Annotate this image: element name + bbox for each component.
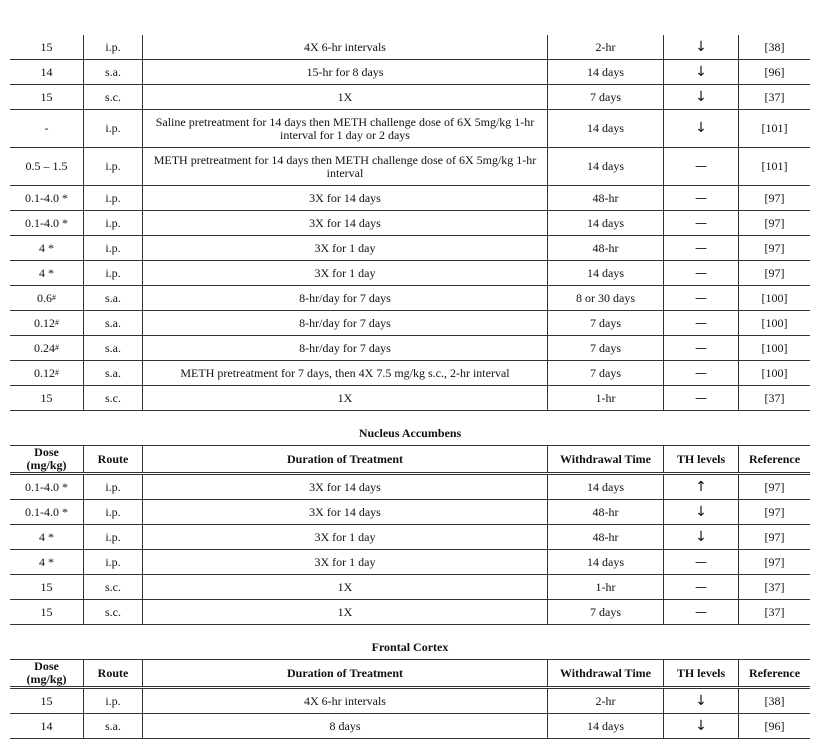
th-level-cell: —: [663, 311, 738, 335]
withdrawal-cell: 14 days: [547, 475, 663, 499]
header-dose: Dose (mg/kg): [26, 659, 67, 686]
table-row: [10, 575, 810, 600]
route-cell: s.a.: [83, 286, 142, 310]
reference-cell: [97]: [738, 475, 810, 499]
reference-cell: [37]: [738, 575, 810, 599]
withdrawal-cell: 48-hr: [547, 500, 663, 524]
route-cell: i.p.: [83, 525, 142, 549]
header-th-levels: TH levels: [663, 660, 738, 686]
frontal-cortex-table: [10, 659, 810, 739]
route-cell: i.p.: [83, 236, 142, 260]
duration-cell: 4X 6-hr intervals: [142, 35, 547, 59]
dose-cell: 4 *: [39, 240, 54, 255]
reference-cell: [96]: [738, 60, 810, 84]
route-cell: s.c.: [83, 386, 142, 410]
reference-cell: [37]: [738, 600, 810, 624]
reference-cell: [97]: [738, 500, 810, 524]
table-row: [10, 85, 810, 110]
dose-cell: 14: [40, 64, 53, 79]
table-row: [10, 525, 810, 550]
table-row: [10, 550, 810, 575]
dose-cell: 0.1-4.0 *: [25, 504, 68, 519]
table-row: [10, 500, 810, 525]
table-row: [10, 386, 810, 411]
top-table: [10, 35, 810, 411]
dose-cell: 0.1-4.0 *: [25, 215, 68, 230]
duration-cell: 3X for 14 days: [142, 500, 547, 524]
table-row: [10, 361, 810, 386]
withdrawal-cell: 14 days: [547, 261, 663, 285]
route-cell: s.c.: [83, 600, 142, 624]
withdrawal-cell: 48-hr: [547, 525, 663, 549]
route-cell: i.p.: [83, 475, 142, 499]
th-level-cell: ↓: [663, 35, 738, 59]
reference-cell: [97]: [738, 525, 810, 549]
th-level-cell: ↓: [663, 110, 738, 147]
reference-cell: [101]: [738, 110, 810, 147]
dose-cell: -: [44, 121, 49, 135]
dose-cell: 4 *: [39, 554, 54, 569]
duration-cell: 8-hr/day for 7 days: [142, 286, 547, 310]
route-cell: s.c.: [83, 85, 142, 109]
table-row: [10, 35, 810, 60]
duration-cell: 3X for 1 day: [142, 550, 547, 574]
dose-cell: 0.12 #: [34, 365, 59, 380]
dose-cell: 0.24 #: [34, 340, 59, 355]
duration-cell: 8-hr/day for 7 days: [142, 311, 547, 335]
reference-cell: [37]: [738, 386, 810, 410]
duration-cell: 8-hr/day for 7 days: [142, 336, 547, 360]
dose-cell: 0.12 #: [34, 315, 59, 330]
route-cell: i.p.: [83, 500, 142, 524]
reference-cell: [97]: [738, 211, 810, 235]
route-cell: i.p.: [83, 35, 142, 59]
table-row: [10, 475, 810, 500]
th-level-cell: —: [663, 386, 738, 410]
withdrawal-cell: 14 days: [547, 550, 663, 574]
table-row: [10, 311, 810, 336]
table-row: [10, 186, 810, 211]
table-row: [10, 60, 810, 85]
duration-cell: 15-hr for 8 days: [142, 60, 547, 84]
duration-cell: 8 days: [142, 714, 547, 738]
table-row: [10, 336, 810, 361]
duration-cell: Saline pretreatment for 14 days then METH challenge dose of 6X 5mg/kg 1-hr interval for 1 day or 2 days: [142, 110, 547, 147]
th-level-cell: ↓: [663, 525, 738, 549]
header-withdrawal: Withdrawal Time: [547, 660, 663, 686]
reference-cell: [101]: [738, 148, 810, 185]
header-route: Route: [83, 446, 142, 472]
duration-cell: METH pretreatment for 14 days then METH challenge dose of 6X 5mg/kg 1-hr interval: [142, 148, 547, 185]
header-duration: Duration of Treatment: [142, 446, 547, 472]
table-row: [10, 689, 810, 714]
reference-cell: [97]: [738, 261, 810, 285]
withdrawal-cell: 14 days: [547, 110, 663, 147]
table-row: [10, 714, 810, 739]
withdrawal-cell: 2-hr: [547, 35, 663, 59]
dose-cell: 14: [40, 718, 53, 733]
route-cell: s.a.: [83, 361, 142, 385]
withdrawal-cell: 2-hr: [547, 689, 663, 713]
th-level-cell: —: [663, 186, 738, 210]
th-level-cell: ↓: [663, 689, 738, 713]
withdrawal-cell: 7 days: [547, 336, 663, 360]
dose-cell: 4 *: [39, 529, 54, 544]
duration-cell: 1X: [142, 575, 547, 599]
th-level-cell: —: [663, 575, 738, 599]
withdrawal-cell: 7 days: [547, 600, 663, 624]
table-row: [10, 261, 810, 286]
dose-cell: 15: [40, 579, 53, 594]
withdrawal-cell: 48-hr: [547, 236, 663, 260]
th-level-cell: ↓: [663, 85, 738, 109]
nucleus-accumbens-table: [10, 445, 810, 625]
duration-cell: 3X for 1 day: [142, 261, 547, 285]
th-level-cell: —: [663, 600, 738, 624]
withdrawal-cell: 7 days: [547, 311, 663, 335]
dose-cell: 0.1-4.0 *: [25, 479, 68, 494]
route-cell: s.a.: [83, 336, 142, 360]
reference-cell: [100]: [738, 286, 810, 310]
dose-cell: 15: [40, 693, 53, 708]
route-cell: s.a.: [83, 714, 142, 738]
duration-cell: 1X: [142, 386, 547, 410]
table-row: [10, 236, 810, 261]
header-reference: Reference: [738, 446, 810, 472]
header-duration: Duration of Treatment: [142, 660, 547, 686]
table-row: [10, 148, 810, 186]
th-level-cell: ↑: [663, 475, 738, 499]
reference-cell: [37]: [738, 85, 810, 109]
route-cell: i.p.: [83, 148, 142, 185]
route-cell: s.c.: [83, 575, 142, 599]
duration-cell: 1X: [142, 600, 547, 624]
header-reference: Reference: [738, 660, 810, 686]
dose-cell: 0.6 #: [37, 290, 56, 305]
th-level-cell: —: [663, 236, 738, 260]
route-cell: i.p.: [83, 550, 142, 574]
header-th-levels: TH levels: [663, 446, 738, 472]
reference-cell: [100]: [738, 311, 810, 335]
table-row: [10, 110, 810, 148]
route-cell: i.p.: [83, 689, 142, 713]
reference-cell: [100]: [738, 361, 810, 385]
route-cell: s.a.: [83, 311, 142, 335]
duration-cell: 3X for 14 days: [142, 211, 547, 235]
th-level-cell: ↓: [663, 714, 738, 738]
dose-cell: 0.1-4.0 *: [25, 190, 68, 205]
duration-cell: 1X: [142, 85, 547, 109]
reference-cell: [38]: [738, 35, 810, 59]
header-withdrawal: Withdrawal Time: [547, 446, 663, 472]
duration-cell: 4X 6-hr intervals: [142, 689, 547, 713]
frontal-cortex-title: Frontal Cortex: [371, 640, 449, 654]
duration-cell: METH pretreatment for 7 days, then 4X 7.5 mg/kg s.c., 2-hr interval: [142, 361, 547, 385]
duration-cell: 3X for 1 day: [142, 236, 547, 260]
withdrawal-cell: 14 days: [547, 60, 663, 84]
dose-cell: 15: [40, 604, 53, 619]
table-header-row: [10, 659, 810, 689]
reference-cell: [100]: [738, 336, 810, 360]
withdrawal-cell: 14 days: [547, 211, 663, 235]
reference-cell: [97]: [738, 186, 810, 210]
reference-cell: [38]: [738, 689, 810, 713]
dose-cell: 15: [40, 89, 53, 104]
withdrawal-cell: 7 days: [547, 85, 663, 109]
table-row: [10, 211, 810, 236]
reference-cell: [96]: [738, 714, 810, 738]
th-level-cell: —: [663, 361, 738, 385]
duration-cell: 3X for 1 day: [142, 525, 547, 549]
withdrawal-cell: 1-hr: [547, 386, 663, 410]
table-row: [10, 286, 810, 311]
nucleus-accumbens-title: Nucleus Accumbens: [358, 426, 462, 440]
route-cell: i.p.: [83, 186, 142, 210]
table-row: [10, 600, 810, 625]
withdrawal-cell: 14 days: [547, 148, 663, 185]
header-route: Route: [83, 660, 142, 686]
th-level-cell: —: [663, 261, 738, 285]
dose-cell: 15: [40, 390, 53, 405]
withdrawal-cell: 14 days: [547, 714, 663, 738]
th-level-cell: —: [663, 148, 738, 185]
withdrawal-cell: 8 or 30 days: [547, 286, 663, 310]
withdrawal-cell: 1-hr: [547, 575, 663, 599]
route-cell: s.a.: [83, 60, 142, 84]
withdrawal-cell: 7 days: [547, 361, 663, 385]
reference-cell: [97]: [738, 236, 810, 260]
th-level-cell: —: [663, 286, 738, 310]
dose-cell: 4 *: [39, 265, 54, 280]
dose-cell: 15: [40, 39, 53, 54]
th-level-cell: ↓: [663, 500, 738, 524]
header-dose: Dose (mg/kg): [26, 445, 67, 472]
th-level-cell: —: [663, 550, 738, 574]
table-header-row: [10, 445, 810, 475]
route-cell: i.p.: [83, 110, 142, 147]
duration-cell: 3X for 14 days: [142, 186, 547, 210]
reference-cell: [97]: [738, 550, 810, 574]
duration-cell: 3X for 14 days: [142, 475, 547, 499]
th-level-cell: —: [663, 336, 738, 360]
th-level-cell: —: [663, 211, 738, 235]
withdrawal-cell: 48-hr: [547, 186, 663, 210]
dose-cell: 0.5 – 1.5: [25, 159, 68, 173]
route-cell: i.p.: [83, 211, 142, 235]
th-level-cell: ↓: [663, 60, 738, 84]
route-cell: i.p.: [83, 261, 142, 285]
